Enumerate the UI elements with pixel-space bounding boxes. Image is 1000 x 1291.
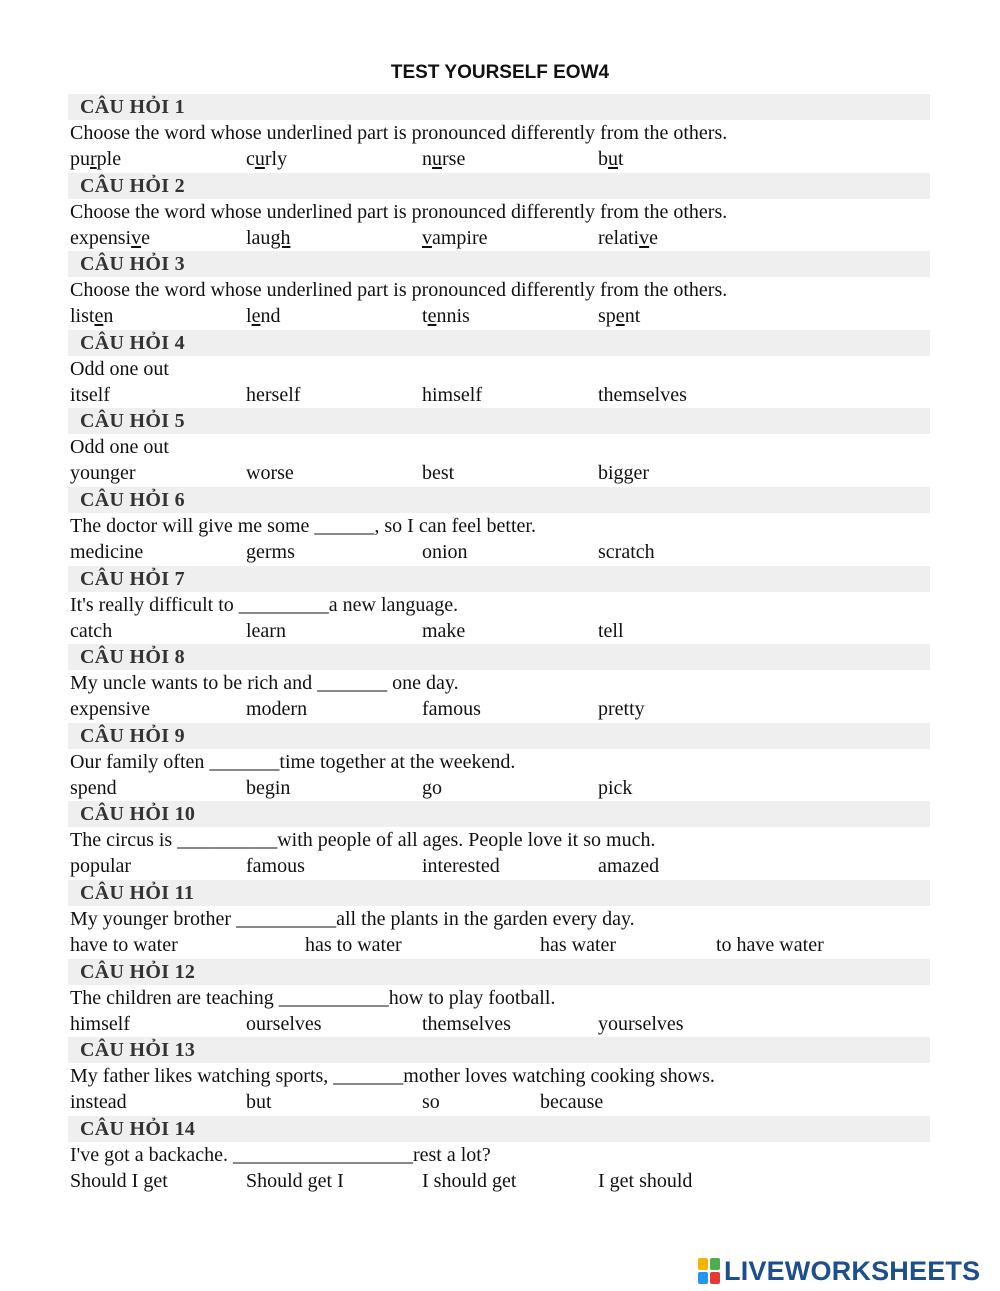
answer-options (70, 853, 930, 879)
answer-option[interactable] (305, 932, 402, 958)
option-text: spend (70, 776, 117, 799)
answer-option[interactable] (246, 460, 294, 486)
answer-option[interactable] (422, 618, 465, 644)
option-text: amazed (598, 855, 660, 878)
worksheet-title: TEST YOURSELF EOW4 (390, 62, 610, 83)
option-text: onion (422, 540, 468, 563)
option-text: to have water (716, 933, 824, 956)
option-text: younger (70, 462, 136, 485)
answer-option[interactable] (70, 460, 136, 486)
option-text: yourselves (598, 1012, 684, 1035)
answer-options (70, 146, 930, 172)
option-text: have to water (70, 933, 178, 956)
underlined-part: e (251, 305, 261, 328)
question-header: CÂU HỎI 11 (68, 880, 930, 906)
answer-option[interactable] (246, 853, 305, 879)
question-block (70, 566, 930, 645)
answer-option[interactable] (246, 146, 287, 172)
answer-option[interactable] (598, 1168, 692, 1194)
question-header: CÂU HỎI 5 (68, 408, 930, 434)
answer-options (70, 1089, 930, 1115)
answer-options (70, 696, 930, 722)
question-text: It's really difficult to _________a new language. (70, 593, 459, 616)
underlined-part: u (432, 148, 442, 170)
answer-option[interactable] (70, 1168, 168, 1194)
question-text: Choose the word whose underlined part is pronounced differently from the others. (70, 122, 728, 144)
question-text: Choose the word whose underlined part is pronounced differently from the others. (70, 279, 728, 302)
option-text: catch (70, 619, 113, 642)
option-text: germs (246, 540, 295, 563)
answer-option[interactable] (246, 775, 290, 801)
question-block (70, 959, 930, 1038)
underlined-part: e (427, 305, 437, 328)
option-text: expensi (70, 226, 132, 249)
option-text-rest: nd (260, 305, 281, 328)
question-header: CÂU HỎI 6 (68, 487, 930, 513)
question-text: My uncle wants to be rich and _______ one day. (70, 672, 459, 695)
answer-option[interactable] (246, 225, 290, 251)
answer-option[interactable] (598, 696, 645, 722)
question-block (70, 408, 930, 487)
question-header: CÂU HỎI 3 (68, 251, 930, 277)
option-text: pretty (598, 698, 645, 721)
answer-option[interactable] (598, 775, 632, 801)
question-header: CÂU HỎI 13 (68, 1037, 930, 1063)
option-text: expensive (70, 698, 150, 721)
answer-option[interactable] (422, 225, 488, 251)
option-text: n (422, 148, 432, 170)
option-text: t (422, 305, 428, 328)
question-text: The circus is __________with people of all ages. People love it so much. (70, 829, 656, 852)
answer-options (70, 932, 930, 958)
answer-option[interactable] (422, 696, 481, 722)
option-text: pu (70, 148, 90, 170)
option-text: Should get I (246, 1169, 344, 1192)
question-text: My father likes watching sports, _______mother loves watching cooking shows. (70, 1065, 715, 1088)
underlined-part: v (639, 226, 650, 249)
question-text: The doctor will give me some ______, so I can feel better. (70, 514, 536, 537)
answer-option[interactable] (598, 146, 624, 172)
answer-options (70, 618, 930, 644)
answer-option[interactable] (422, 1168, 516, 1194)
question-header: CÂU HỎI 1 (68, 94, 930, 120)
question-text: Odd one out (70, 357, 169, 380)
answer-option[interactable] (70, 696, 150, 722)
answer-option[interactable] (246, 1011, 322, 1037)
option-text: themselves (598, 383, 687, 406)
option-text: worse (246, 462, 294, 485)
option-text: make (422, 619, 466, 642)
question-text: The children are teaching ___________how to play football. (70, 986, 556, 1009)
question-list (70, 94, 930, 1194)
option-text: medicine (70, 540, 144, 563)
answer-option[interactable] (422, 382, 482, 408)
question-header: CÂU HỎI 10 (68, 801, 930, 827)
answer-option[interactable] (422, 460, 454, 486)
answer-option[interactable] (598, 539, 655, 565)
option-text-rest: rse (442, 148, 466, 170)
answer-option[interactable] (70, 932, 178, 958)
question-header: CÂU HỎI 8 (68, 644, 930, 670)
underlined-part: v (131, 226, 142, 249)
option-text: has water (540, 933, 617, 956)
answer-options (70, 225, 930, 251)
question-header: CÂU HỎI 14 (68, 1116, 930, 1142)
answer-option[interactable] (422, 1011, 511, 1037)
question-block (70, 1116, 930, 1195)
question-header: CÂU HỎI 2 (68, 173, 930, 199)
option-text: l (246, 305, 252, 328)
question-text: Our family often _______time together at the weekend. (70, 750, 516, 773)
question-block (70, 1037, 930, 1116)
answer-option[interactable] (422, 1089, 440, 1115)
answer-option[interactable] (70, 539, 143, 565)
option-text-rest: nt (624, 305, 641, 328)
option-text: I should get (422, 1169, 517, 1192)
answer-option[interactable] (598, 853, 659, 879)
answer-option[interactable] (540, 1089, 603, 1115)
question-header: CÂU HỎI 12 (68, 959, 930, 985)
answer-option[interactable] (598, 618, 624, 644)
answer-option[interactable] (70, 382, 110, 408)
option-text: best (422, 462, 455, 485)
question-header: CÂU HỎI 7 (68, 566, 930, 592)
option-text-rest: rly (264, 148, 288, 170)
option-text: I get should (598, 1169, 693, 1192)
answer-option[interactable] (246, 303, 280, 329)
question-block (70, 644, 930, 723)
question-header: CÂU HỎI 4 (68, 330, 930, 356)
liveworksheets-logo (698, 1254, 980, 1288)
question-text: Choose the word whose underlined part is pronounced differently from the others. (70, 200, 728, 223)
question-block (70, 801, 930, 880)
answer-option[interactable] (70, 775, 117, 801)
question-text: Odd one out (70, 436, 169, 459)
underlined-part: v (422, 226, 432, 249)
option-text-rest: e (649, 226, 658, 249)
question-block (70, 173, 930, 252)
answer-option[interactable] (598, 382, 687, 408)
answer-option[interactable] (716, 932, 824, 958)
answer-option[interactable] (598, 460, 649, 486)
option-text: ourselves (246, 1012, 322, 1035)
option-text-rest: t (618, 148, 624, 170)
question-block (70, 94, 930, 173)
answer-options (70, 460, 930, 486)
answer-option[interactable] (598, 1011, 684, 1037)
question-block (70, 487, 930, 566)
answer-option[interactable] (246, 1168, 344, 1194)
underlined-part: r (90, 148, 97, 170)
answer-option[interactable] (246, 618, 286, 644)
answer-option[interactable] (70, 1011, 130, 1037)
option-text: tell (598, 619, 624, 642)
option-text: famous (246, 855, 305, 878)
option-text: relati (598, 226, 640, 249)
option-text: but (246, 1091, 272, 1114)
option-text-rest: ampire (432, 226, 488, 249)
option-text: itself (70, 383, 110, 406)
answer-options (70, 1011, 930, 1037)
option-text: herself (246, 383, 301, 406)
option-text-rest: e (141, 226, 150, 249)
logo-text: LIVEWORKSHEETS (724, 1255, 981, 1286)
question-block (70, 251, 930, 330)
question-header: CÂU HỎI 9 (68, 723, 930, 749)
option-text: popular (70, 855, 132, 878)
option-text: pick (598, 776, 633, 799)
option-text: instead (70, 1091, 127, 1114)
question-text: My younger brother __________all the plants in the garden every day. (70, 907, 635, 930)
question-block (70, 330, 930, 409)
answer-option[interactable] (70, 303, 113, 329)
answer-option[interactable] (70, 146, 121, 172)
option-text: interested (422, 855, 500, 878)
option-text: has to water (305, 933, 402, 956)
option-text: bigger (598, 462, 650, 485)
answer-option[interactable] (540, 932, 616, 958)
answer-option[interactable] (422, 853, 500, 879)
answer-options (70, 539, 930, 565)
answer-option[interactable] (246, 382, 300, 408)
question-block (70, 880, 930, 959)
answer-option[interactable] (70, 1089, 127, 1115)
option-text: Should I get (70, 1169, 168, 1192)
answer-option[interactable] (598, 303, 640, 329)
option-text: famous (422, 698, 481, 721)
answer-option[interactable] (70, 225, 150, 251)
option-text: go (422, 776, 442, 799)
option-text: list (70, 305, 95, 328)
option-text: themselves (422, 1012, 511, 1035)
liveworksheets-logo-icon (698, 1258, 720, 1284)
option-text: b (598, 148, 608, 170)
option-text: begin (246, 776, 291, 799)
option-text: himself (422, 383, 482, 406)
option-text-rest: nnis (436, 305, 470, 328)
option-text-rest: ple (96, 148, 122, 170)
answer-option[interactable] (422, 146, 465, 172)
option-text: modern (246, 698, 308, 721)
option-text: so (422, 1091, 440, 1114)
option-text: c (246, 148, 255, 170)
answer-option[interactable] (246, 696, 307, 722)
answer-option[interactable] (422, 539, 468, 565)
option-text-rest: n (103, 305, 114, 328)
option-text: learn (246, 619, 286, 642)
option-text: himself (70, 1012, 130, 1035)
answer-option[interactable] (70, 618, 112, 644)
answer-options (70, 1168, 930, 1194)
answer-option[interactable] (422, 775, 442, 801)
answer-option[interactable] (246, 539, 295, 565)
option-text: scratch (598, 540, 655, 563)
answer-option[interactable] (70, 853, 131, 879)
underlined-part: e (615, 305, 625, 328)
option-text: sp (598, 305, 616, 328)
option-text: lau (246, 226, 271, 249)
underlined-part: u (608, 148, 618, 170)
answer-option[interactable] (598, 225, 658, 251)
answer-options (70, 382, 930, 408)
answer-options (70, 303, 930, 329)
answer-option[interactable] (422, 303, 470, 329)
underlined-part: u (254, 148, 265, 170)
answer-options (70, 775, 930, 801)
question-text: I've got a backache. __________________rest a lot? (70, 1143, 491, 1166)
answer-option[interactable] (246, 1089, 272, 1115)
underlined-part: e (94, 305, 104, 328)
question-block (70, 723, 930, 802)
underlined-part: gh (270, 226, 291, 249)
option-text: because (540, 1091, 604, 1114)
